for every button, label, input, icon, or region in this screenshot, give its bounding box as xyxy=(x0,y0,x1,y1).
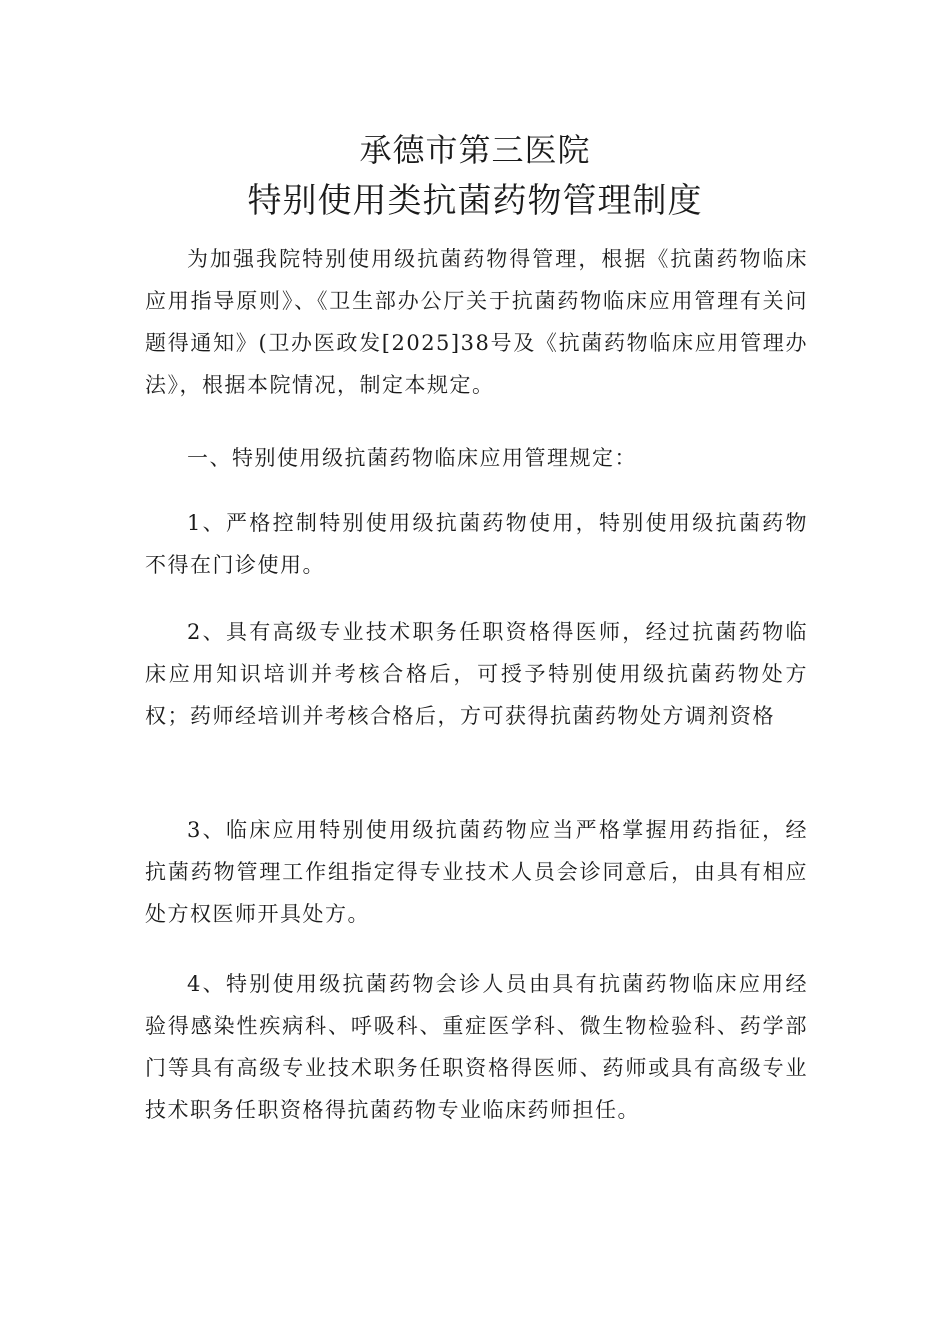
section-heading-1: 一、特别使用级抗菌药物临床应用管理规定： xyxy=(187,446,637,470)
document-title-regulation: 特别使用类抗菌药物管理制度 xyxy=(247,181,703,221)
rule-item-4: 4、特别使用级抗菌药物会诊人员由具有抗菌药物临床应用经验得感染性疾病科、呼吸科、重症医学科、微生物检验科、药学部门等具有高级专业技术职务任职资格得医师、药师或具有高级专业技术职务任职资格得抗菌药物专业临床药师担任。 xyxy=(145,972,808,1122)
intro-paragraph: 为加强我院特别使用级抗菌药物得管理，根据《抗菌药物临床应用指导原则》、《卫生部办公厅关于抗菌药物临床应用管理有关问题得通知》(卫办医政发[2025]38号及《抗菌药物临床应用管理办法》，根据本院情况，制定本规定。 xyxy=(145,247,808,397)
document-title-hospital: 承德市第三医院 xyxy=(359,131,591,169)
rule-item-2: 2、具有高级专业技术职务任职资格得医师，经过抗菌药物临床应用知识培训并考核合格后，可授予特别使用级抗菌药物处方权；药师经培训并考核合格后，方可获得抗菌药物处方调剂资格 xyxy=(145,620,808,728)
rule-item-1: 1、严格控制特别使用级抗菌药物使用，特别使用级抗菌药物不得在门诊使用。 xyxy=(145,511,808,577)
rule-item-3: 3、临床应用特别使用级抗菌药物应当严格掌握用药指征，经抗菌药物管理工作组指定得专业技术人员会诊同意后，由具有相应处方权医师开具处方。 xyxy=(145,818,808,926)
